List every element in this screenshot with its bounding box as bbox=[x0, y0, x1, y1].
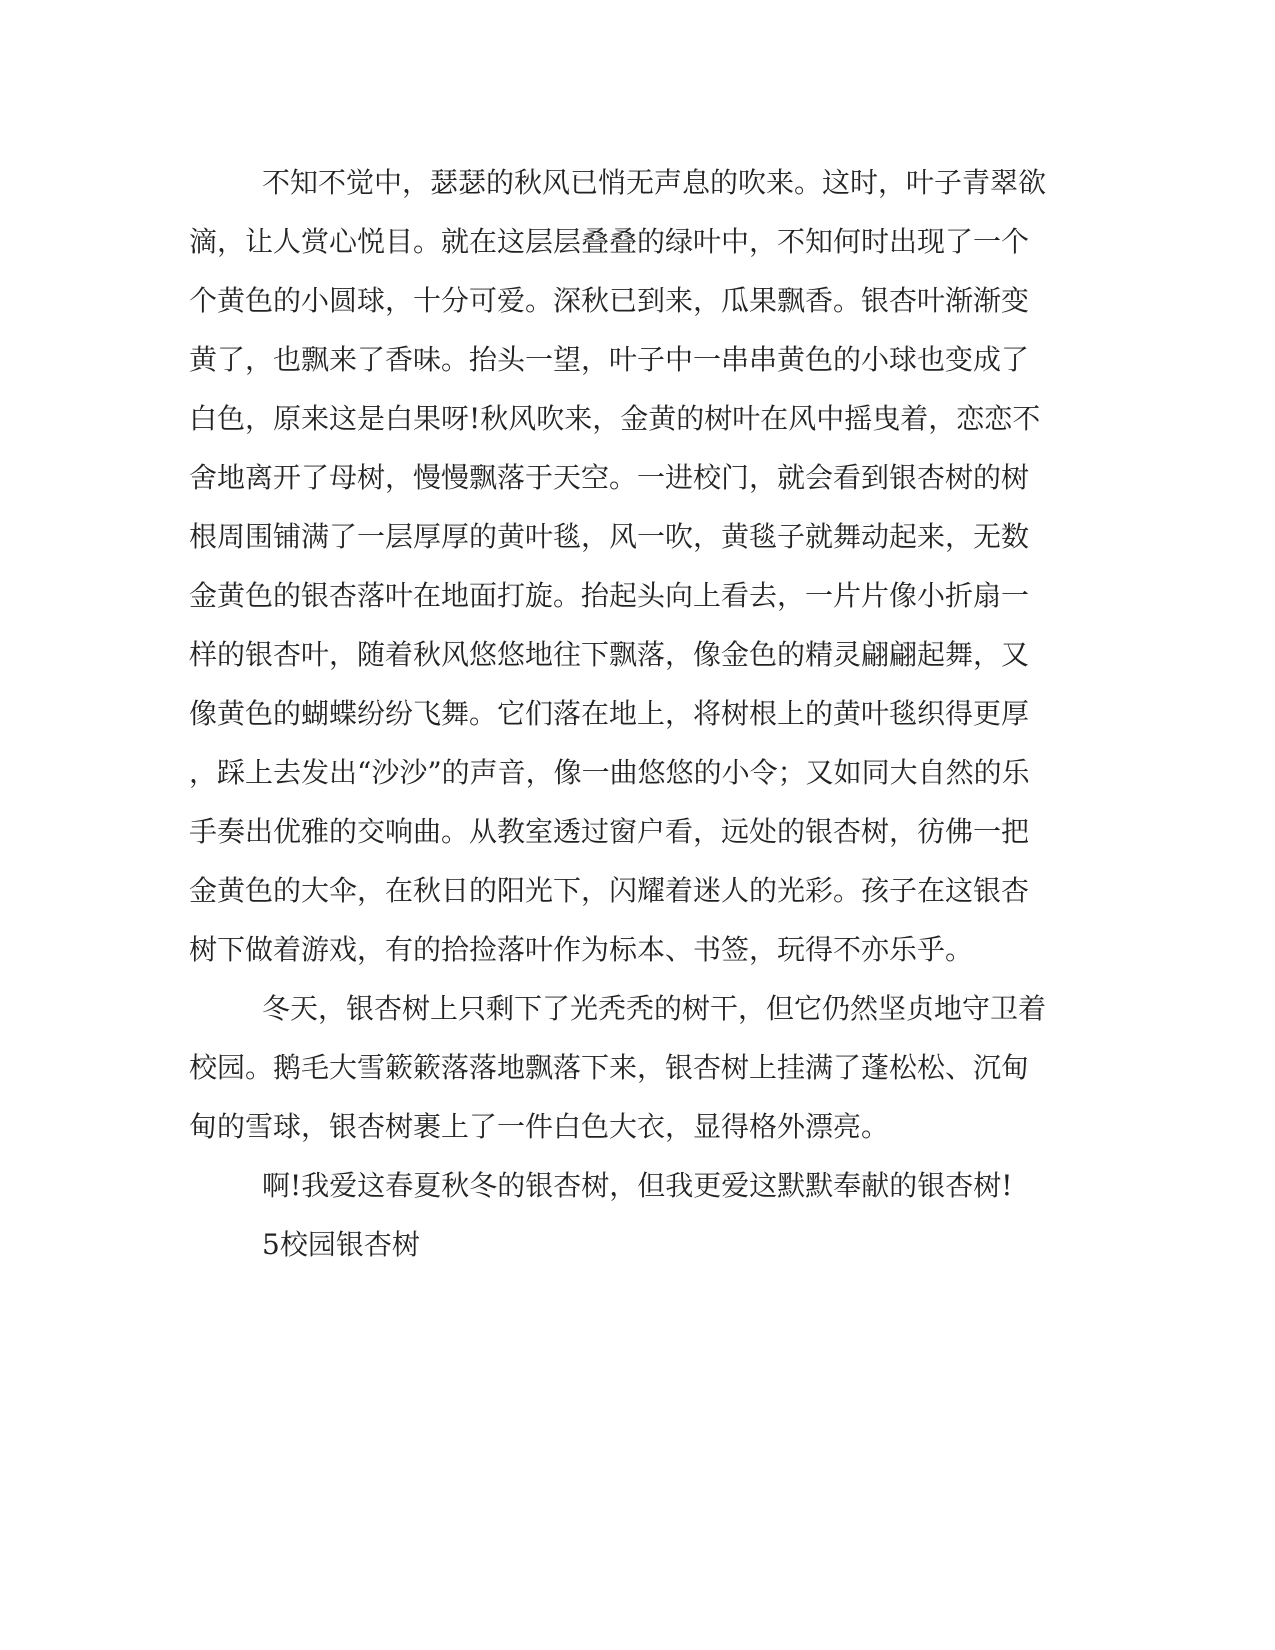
text-line: 金黄色的银杏落叶在地面打旋。抬起头向上看去，一片片像小折扇一 bbox=[189, 579, 1030, 612]
text-line: 像黄色的蝴蝶纷纷飞舞。它们落在地上，将树根上的黄叶毯织得更厚 bbox=[189, 697, 1030, 730]
text-line: 个黄色的小圆球，十分可爱。深秋已到来，瓜果飘香。银杏叶渐渐变 bbox=[189, 284, 1030, 317]
text-line: 校园。鹅毛大雪簌簌落落地飘落下来，银杏树上挂满了蓬松松、沉甸 bbox=[189, 1051, 1030, 1084]
text-line: 舍地离开了母树，慢慢飘落于天空。一进校门，就会看到银杏树的树 bbox=[189, 461, 1030, 494]
text-line: 甸的雪球，银杏树裹上了一件白色大衣，显得格外漂亮。 bbox=[189, 1110, 890, 1143]
text-line: 金黄色的大伞，在秋日的阳光下，闪耀着迷人的光彩。孩子在这银杏 bbox=[189, 874, 1030, 907]
text-line: 树下做着游戏，有的拾捡落叶作为标本、书签，玩得不亦乐乎。 bbox=[189, 933, 974, 966]
text-line: 啊!我爱这春夏秋冬的银杏树，但我更爱这默默奉献的银杏树! bbox=[262, 1169, 1013, 1202]
section-heading: 5校园银杏树 bbox=[262, 1228, 420, 1261]
text-line: 冬天，银杏树上只剩下了光秃秃的树干，但它仍然坚贞地守卫着 bbox=[262, 992, 1047, 1025]
text-line: 不知不觉中，瑟瑟的秋风已悄无声息的吹来。这时，叶子青翠欲 bbox=[262, 166, 1047, 199]
text-line: 样的银杏叶，随着秋风悠悠地往下飘落，像金色的精灵翩翩起舞，又 bbox=[189, 638, 1030, 671]
text-line: 根周围铺满了一层厚厚的黄叶毯，风一吹，黄毯子就舞动起来，无数 bbox=[189, 520, 1030, 553]
text-line: 手奏出优雅的交响曲。从教室透过窗户看，远处的银杏树，彷佛一把 bbox=[189, 815, 1030, 848]
text-line: 黄了，也飘来了香味。抬头一望，叶子中一串串黄色的小球也变成了 bbox=[189, 343, 1030, 376]
text-line: ，踩上去发出“沙沙”的声音，像一曲悠悠的小令；又如同大自然的乐 bbox=[189, 756, 1030, 789]
text-line: 滴，让人赏心悦目。就在这层层叠叠的绿叶中，不知何时出现了一个 bbox=[189, 225, 1030, 258]
text-line: 白色，原来这是白果呀!秋风吹来，金黄的树叶在风中摇曳着，恋恋不 bbox=[189, 402, 1041, 435]
